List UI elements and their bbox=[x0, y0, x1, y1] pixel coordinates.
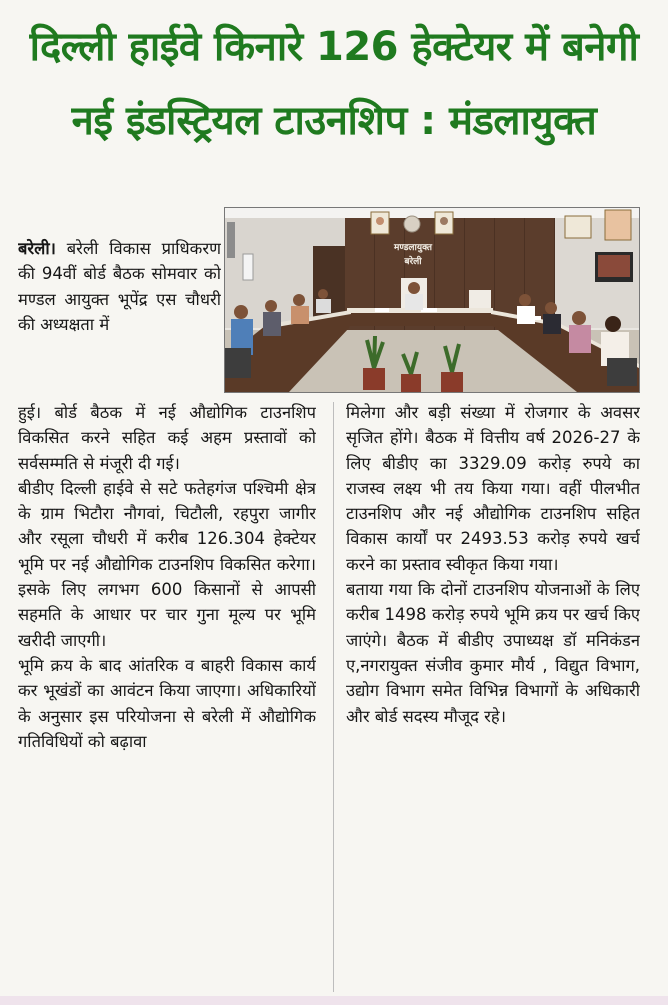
left-para-2: बीडीए दिल्ली हाईवे से सटे फतेहगंज पश्चिमी क्षेत्र के ग्राम भिटौरा नौगवां, चिटौली, रहपुरा जागीर और रसूला चौधरी में करीब 126.304 हेक्टेयर भूमि पर नई औद्योगिक टाउनशिप विकसित करेगा। इसके लिए लगभग 600 किसानों से आपसी सहमति के आधार पर चार गुना मूल्य पर भूमि खरीदी जाएगी। bbox=[18, 478, 316, 650]
wall-sign-line-1: मण्डलायुक्त bbox=[393, 243, 433, 253]
right-para-1: मिलेगा और बड़ी संख्या में रोजगार के अवसर सृजित होंगे। बैठक में वित्तीय वर्ष 2026-27 के लिए बीडीए का 3329.09 करोड़ रुपये का राजस्व लक्ष्य भी तय किया गया। वहीं पीलभीत टाउनशिप और नई औद्योगिक टाउनशिप सहित विकास कार्यों पर 2493.53 करोड़ रुपये खर्च करने का प्रस्ताव स्वीकृत किया गया। bbox=[346, 403, 640, 574]
left-column-body bbox=[18, 400, 316, 990]
headline-line-2: नई इंडस्ट्रियल टाउनशिप : मंडलायुक्त bbox=[71, 98, 597, 144]
left-para-3: भूमि क्रय के बाद आंतरिक व बाहरी विकास कार्य कर भूखंडों का आवंटन किया जाएगा। अधिकारियों के अनुसार इस परियोजना से बरेली में औद्योगिक गतिविधियों को बढ़ावा bbox=[18, 655, 316, 751]
headline-line-1: दिल्ली हाईवे किनारे 126 हेक्टेयर में बनेगी bbox=[29, 24, 639, 70]
bottom-strip bbox=[0, 996, 668, 1005]
left-para-1-end: हुई। बोर्ड बैठक में नई औद्योगिक टाउनशिप विकसित करने सहित कई अहम प्रस्तावों को सर्वसम्मति से मंजूरी दी गई। bbox=[18, 403, 316, 473]
wall-sign-line-2: बरेली bbox=[404, 257, 422, 267]
column-divider bbox=[333, 402, 334, 992]
meeting-photo bbox=[224, 207, 640, 393]
right-para-2: बताया गया कि दोनों टाउनशिप योजनाओं के लिए करीब 1498 करोड़ रुपये भूमि क्रय पर खर्च किए जाएंगे। बैठक में बीडीए उपाध्यक्ष डॉ मनिकंडन ए,नगरायुक्त संजीव कुमार मौर्य , विद्युत विभाग, उद्योग विभाग समेत विभिन्न विभागों के अधिकारी और बोर्ड सदस्य मौजूद रहे। bbox=[346, 580, 640, 726]
left-para-1-start: बरेली विकास प्राधिकरण की 94वीं बोर्ड बैठक सोमवार को मण्डल आयुक्त भूपेंद्र एस चौधरी की अध्यक्षता में bbox=[18, 239, 221, 334]
left-column-top bbox=[18, 236, 221, 396]
headline bbox=[0, 14, 668, 154]
right-column bbox=[346, 400, 640, 990]
dateline: बरेली। bbox=[18, 239, 56, 258]
